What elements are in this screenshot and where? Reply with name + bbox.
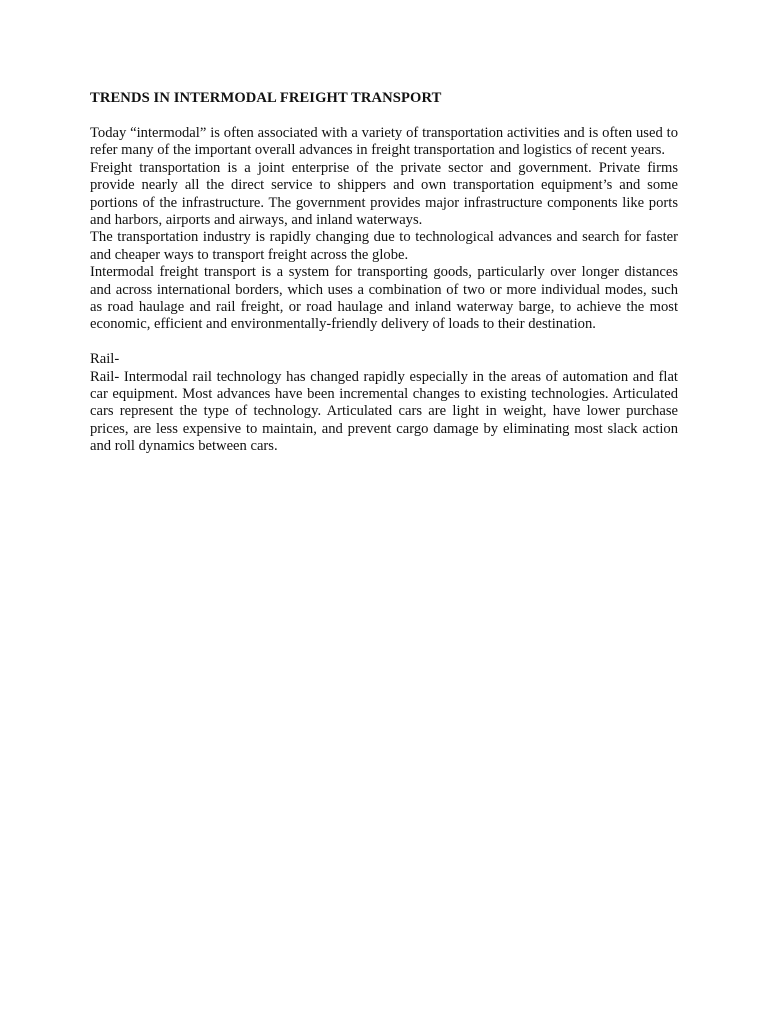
paragraph-industry-change: The transportation industry is rapidly changing due to technological advances and search for faster and cheaper ways to transport freight across the globe. — [90, 229, 678, 263]
paragraph-intermodal-definition: Today “intermodal” is often associated with a variety of transportation activities and is often used to refer many of the important overall advances in freight transportation and logistics of recent years. — [90, 125, 678, 159]
document-body — [90, 88, 678, 456]
section-label-rail: Rail- — [90, 351, 120, 368]
paragraph-rail-technology: Rail- Intermodal rail technology has changed rapidly especially in the areas of automation and flat car equipment. Most advances have been incremental changes to existing technologies. Articulated cars represent the type of technology. Articulated cars are light in weight, have lower purchase prices, are less expensive to maintain, and prevent cargo damage by eliminating most slack action and roll dynamics between cars. — [90, 368, 678, 455]
document-title: TRENDS IN INTERMODAL FREIGHT TRANSPORT — [90, 90, 442, 106]
paragraph-spacer — [90, 334, 678, 351]
paragraph-freight-enterprise: Freight transportation is a joint enterprise of the private sector and government. Private firms provide nearly all the direct service to shippers and own transportation equipment’s and some portions of the infrastructure. The government provides major infrastructure components like ports and harbors, airports and airways, and inland waterways. — [90, 159, 678, 229]
paragraph-intermodal-system: Intermodal freight transport is a system for transporting goods, particularly over longer distances and across international borders, which uses a combination of two or more individual modes, such as road haulage and rail freight, or road haulage and inland waterway barge, to achieve the most economic, efficient and environmentally-friendly delivery of loads to their destination. — [90, 264, 678, 333]
